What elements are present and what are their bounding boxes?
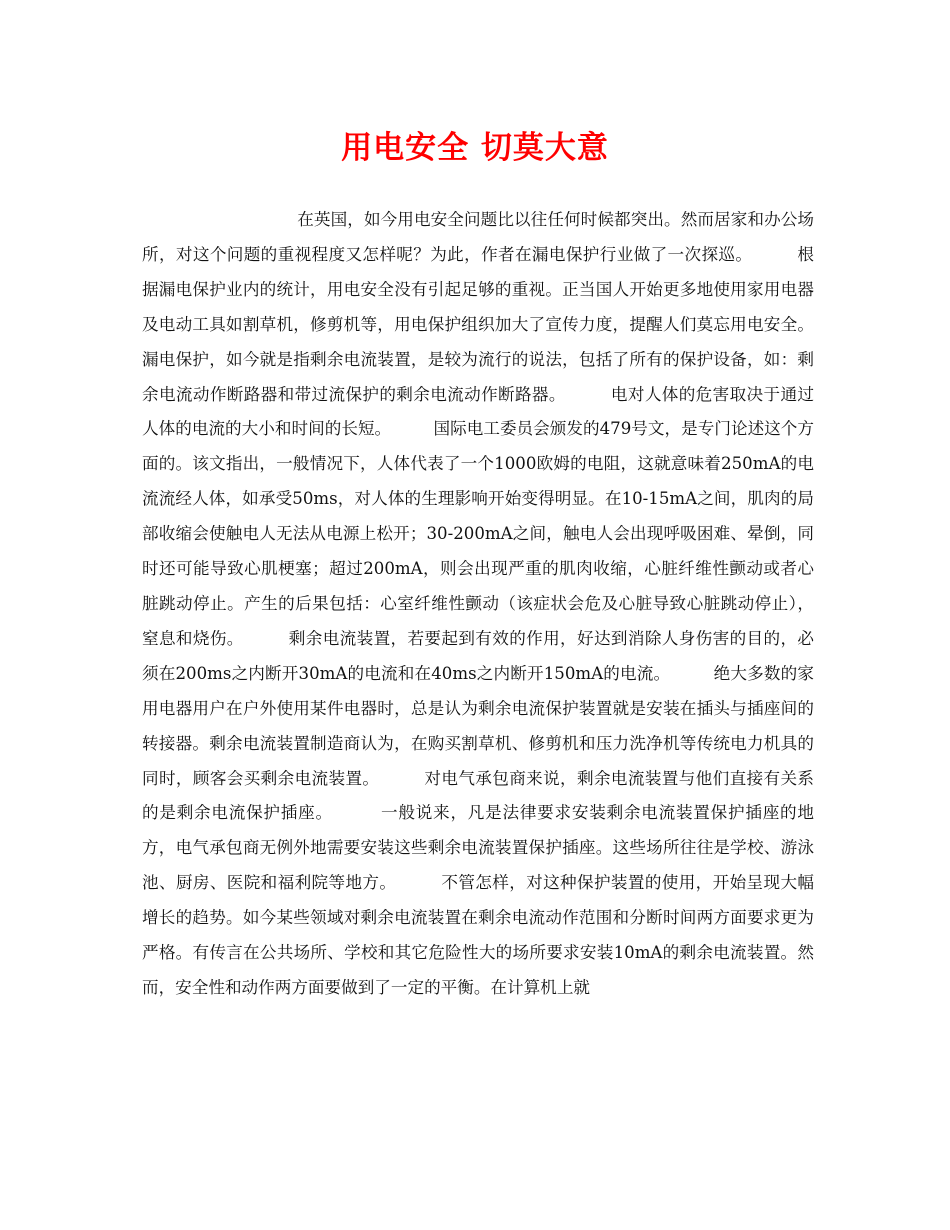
document-body: 在英国，如今用电安全问题比以往任何时候都突出。然而居家和办公场所，对这个问题的重视程度又怎样呢？为此，作者在漏电保护行业做了一次探巡。 根据漏电保护业内的统计，用电安全没有引起足够的重视。正当国人开始更多地使用家用电器及电动工具如割草机，修剪机等，用电保护组织加大了宣传力度，提醒人们莫忘用电安全。 漏电保护，如今就是指剩余电流装置，是较为流行的说法，包括了所有的保护设备，如：剩余电流动作断路器和带过流保护的剩余电流动作断路器。 电对人体的危害取决于通过人体的电流的大小和时间的长短。 国际电工委员会颁发的479号文，是专门论述这个方面的。该文指出，一般情况下，人体代表了一个1000欧姆的电阻，这就意味着250mA的电流流经人体，如承受50ms，对人体的生理影响开始变得明显。在10-15mA之间，肌肉的局部收缩会使触电人无法从电源上松开；30-200mA之间，触电人会出现呼吸困难、晕倒，同时还可能导致心肌梗塞；超过200mA，则会出现严重的肌肉收缩，心脏纤维性颤动或者心脏跳动停止。产生的后果包括：心室纤维性颤动（该症状会危及心脏导致心脏跳动停止），窒息和烧伤。 剩余电流装置，若要起到有效的作用，好达到消除人身伤害的目的，必须在200ms之内断开30mA的电流和在40ms之内断开150mA的电流。 绝大多数的家用电器用户在户外使用某件电器时，总是认为剩余电流保护装置就是安装在插头与插座间的转接器。剩余电流装置制造商认为，在购买割草机、修剪机和压力洗净机等传统电力机具的同时，顾客会买剩余电流装置。 对电气承包商来说，剩余电流装置与他们直接有关系的是剩余电流保护插座。 一般说来，凡是法律要求安装剩余电流装置保护插座的地方，电气承包商无例外地需要安装这些剩余电流装置保护插座。这些场所往往是学校、游泳池、厨房、医院和福利院等地方。 不管怎样，对这种保护装置的使用，开始呈现大幅增长的趋势。如今某些领域对剩余电流装置在剩余电流动作范围和分断时间两方面要求更为严格。有传言在公共场所、学校和其它危险性大的场所要求安装10mA的剩余电流装置。然而，安全性和动作两方面要做到了一定的平衡。在计算机上就 xyxy=(142,210,857,997)
document-title: 用电安全 切莫大意 xyxy=(341,130,609,166)
